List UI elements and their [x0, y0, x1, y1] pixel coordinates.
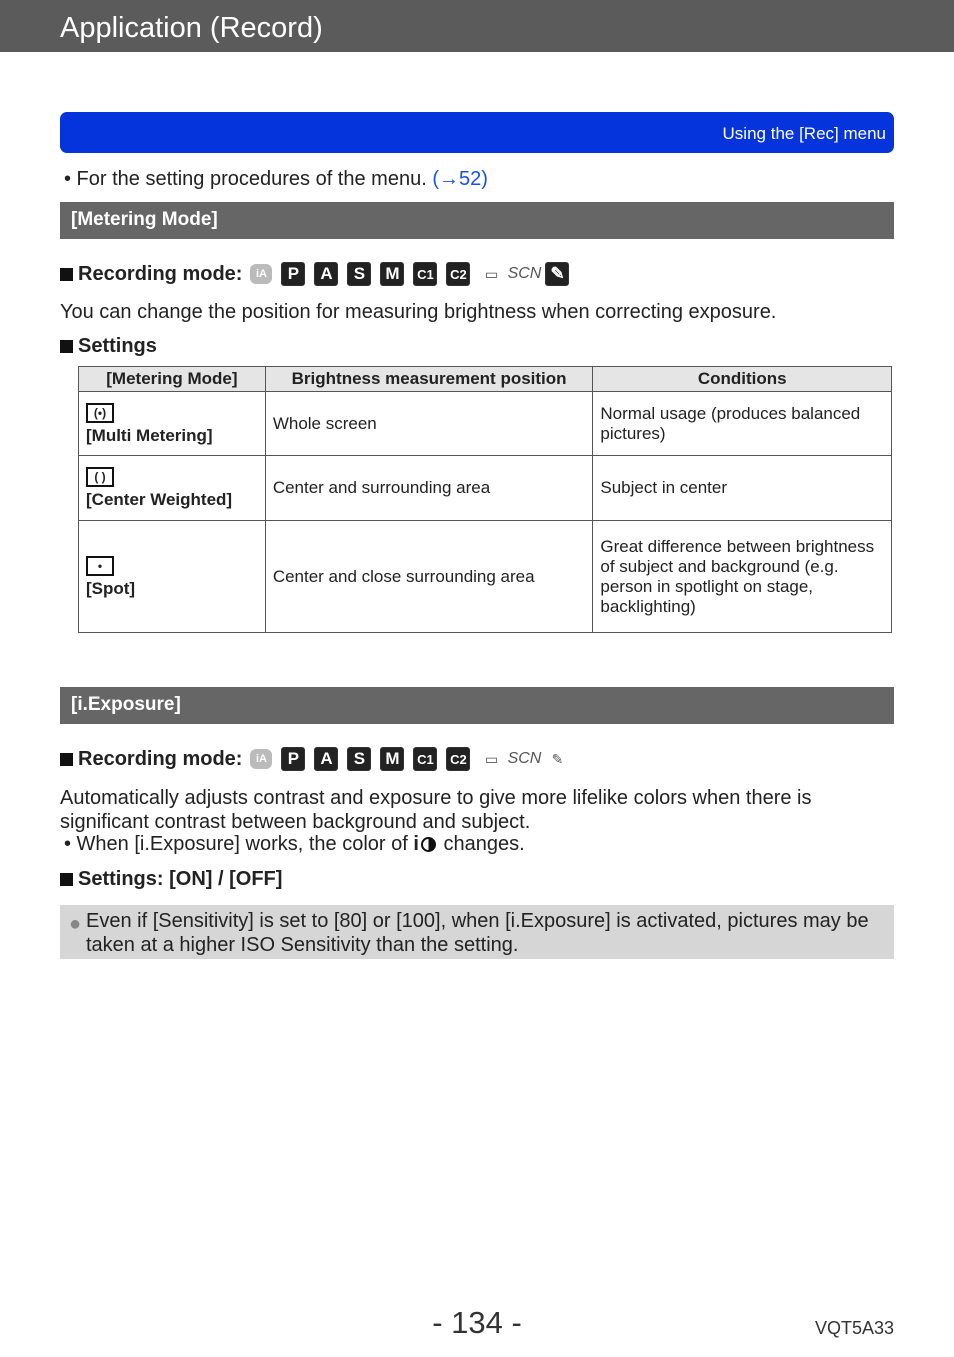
bullet-post: changes.: [437, 833, 525, 855]
center-weighted-icon: ( ): [86, 467, 114, 487]
ia-mode-icon: iA: [250, 749, 272, 769]
page-number: - 134 -: [432, 1305, 522, 1340]
m-mode-icon: M: [380, 747, 404, 771]
metering-section-title: [Metering Mode]: [71, 209, 218, 230]
bullet-square-icon: [60, 753, 73, 766]
panorama-mode-icon: ▭: [479, 747, 503, 771]
mode-cell: [79, 521, 266, 633]
metering-section-header: [60, 202, 894, 239]
recording-mode-label: Recording mode:: [78, 747, 243, 770]
metering-settings-heading: [60, 335, 157, 358]
iexposure-description: Automatically adjusts contrast and exposure to give more lifelike colors when there is significant contrast between background and subject.: [60, 787, 812, 833]
note-box: [60, 905, 894, 959]
table-row: [79, 456, 892, 521]
bullet-square-icon: [60, 873, 73, 886]
creative-mode-icon: ✎: [545, 262, 569, 286]
p-mode-icon: P: [281, 262, 305, 286]
spot-metering-icon: •: [86, 556, 114, 576]
bullet-pre: • When [i.Exposure] works, the color of: [64, 833, 414, 855]
bullet-square-icon: [60, 340, 73, 353]
breadcrumb-link[interactable]: Using the [Rec] menu: [722, 124, 886, 143]
position-cell: Center and surrounding area: [265, 456, 593, 521]
bullet-circle-icon: ●: [69, 913, 82, 935]
conditions-cell: Normal usage (produces balanced pictures): [593, 392, 892, 456]
page-title: Application (Record): [60, 12, 323, 44]
iexposure-recording-mode: [60, 747, 569, 771]
document-code: VQT5A33: [814, 1318, 894, 1338]
a-mode-icon: A: [314, 262, 338, 286]
note-text: Even if [Sensitivity] is set to [80] or [100], when [i.Exposure] is activated, pictures may be taken at a higher ISO Sensitivity than the setting.: [86, 910, 869, 956]
c2-mode-icon: C2: [446, 262, 470, 286]
mode-name: [Multi Metering]: [86, 425, 213, 445]
metering-settings-table: [78, 366, 892, 633]
m-mode-icon: M: [380, 262, 404, 286]
header-bar: [0, 0, 954, 52]
column-header: Conditions: [593, 367, 892, 392]
s-mode-icon: S: [347, 747, 371, 771]
bullet-square-icon: [60, 268, 73, 281]
mode-cell: [79, 392, 266, 456]
ia-mode-icon: iA: [250, 264, 272, 284]
creative-mode-icon: ✎: [545, 747, 569, 771]
c2-mode-icon: C2: [446, 747, 470, 771]
breadcrumb-bar: [60, 112, 894, 153]
metering-recording-mode: [60, 262, 569, 286]
column-header: [Metering Mode]: [79, 367, 266, 392]
mode-name: [Spot]: [86, 578, 136, 598]
c1-mode-icon: C1: [413, 747, 437, 771]
mode-cell: [79, 456, 266, 521]
position-cell: Whole screen: [265, 392, 593, 456]
intro-text: • For the setting procedures of the menu.: [64, 168, 433, 190]
mode-icons: [250, 747, 569, 771]
c1-mode-icon: C1: [413, 262, 437, 286]
table-row: [79, 521, 892, 633]
s-mode-icon: S: [347, 262, 371, 286]
metering-description: You can change the position for measuring brightness when correcting exposure.: [60, 301, 777, 323]
position-cell: Center and close surrounding area: [265, 521, 593, 633]
settings-label: Settings: [78, 335, 157, 357]
mode-icons: [250, 262, 569, 286]
iexposure-section-title: [i.Exposure]: [71, 694, 181, 715]
recording-mode-label: Recording mode:: [78, 262, 243, 285]
page-ref-link[interactable]: (→52): [432, 168, 488, 190]
intro-line: [64, 168, 488, 191]
iexposure-contrast-icon: [421, 837, 436, 852]
conditions-cell: Great difference between brightness of subject and background (e.g. person in spotlight on stage, backlighting): [593, 521, 892, 633]
table-header-row: [79, 367, 892, 392]
p-mode-icon: P: [281, 747, 305, 771]
multi-metering-icon: (•): [86, 403, 114, 423]
mode-name: [Center Weighted]: [86, 490, 233, 509]
conditions-cell: Subject in center: [593, 456, 892, 521]
iexposure-section-header: [60, 687, 894, 724]
scn-mode-icon: SCN: [512, 262, 536, 286]
a-mode-icon: A: [314, 747, 338, 771]
iexposure-bullet: • When [i.Exposure] works, the color of i changes.: [64, 833, 525, 855]
iexposure-settings-heading: [60, 868, 282, 891]
column-header: Brightness measurement position: [265, 367, 593, 392]
settings-label: Settings: [ON] / [OFF]: [78, 868, 283, 890]
scn-mode-icon: SCN: [512, 747, 536, 771]
panorama-mode-icon: ▭: [479, 262, 503, 286]
table-row: [79, 392, 892, 456]
